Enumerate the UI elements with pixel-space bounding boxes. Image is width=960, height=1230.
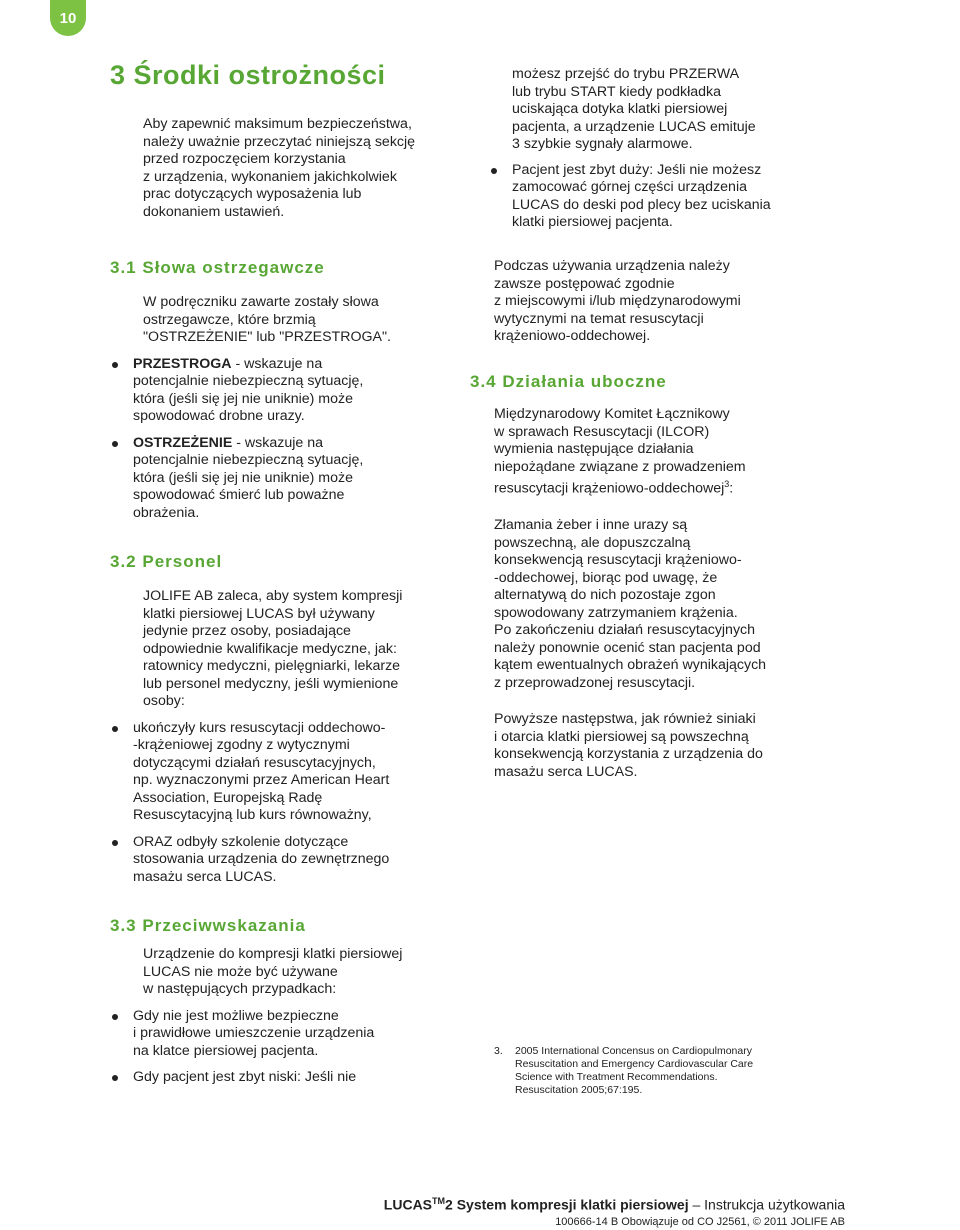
page-number-badge xyxy=(50,0,86,36)
section-3-2-heading: 3.2 Personel xyxy=(110,552,223,571)
list-item: Gdy nie jest możliwe bezpieczne i prawidłowe umieszczenie urządzenia na klatce piersiowej pacjenta. xyxy=(110,1008,460,1061)
list-item: OSTRZEŻENIE - wskazuje na potencjalnie niebezpieczną sytuację, która (jeśli się jej nie uniknie) może spowodować śmierć lub poważne obrażenia. xyxy=(110,435,460,523)
section-title: 3 Środki ostrożności xyxy=(110,60,386,90)
section-3-4-p1: Międzynarodowy Komitet Łącznikowy w sprawach Resuscytacji (ILCOR) wymienia następujące działania niepożądane związane z prowadzeniem resuscytacji krążeniowo-oddechowej$^3$: xyxy=(494,406,746,497)
footnote-number: 3. xyxy=(494,1045,503,1057)
personnel-list xyxy=(110,720,460,887)
list-item: PRZESTROGA - wskazuje na potencjalnie niebezpieczną sytuację, która (jeśli się jej nie uniknie) może spowodować drobne urazy. xyxy=(110,356,460,426)
section-3-4 xyxy=(470,372,810,781)
section-3-1-heading: 3.1 Słowa ostrzegawcze xyxy=(110,258,325,277)
contraindications-list xyxy=(110,1008,460,1087)
list-item: Pacjent jest zbyt duży: Jeśli nie możesz zamocować górnej części urządzenia LUCAS do deski pod plecy bez uciskania klatki piersiowej pacjenta. xyxy=(489,162,810,232)
section-3-3-intro: Urządzenie do kompresji klatki piersiowej LUCAS nie może być używane w następujących przypadkach: xyxy=(143,946,403,997)
guidelines-paragraph: Podczas używania urządzenia należy zawsze postępować zgodnie z miejscowymi i/lub międzynarodowymi wytycznymi na temat resuscytacji krążeniowo-oddechowej. xyxy=(494,258,741,344)
bullet-icon xyxy=(491,168,497,174)
bullet-icon xyxy=(112,840,118,846)
page-number: 10 xyxy=(59,9,77,27)
bullet-icon xyxy=(112,1014,118,1020)
right-column-top xyxy=(470,66,810,232)
section-3-2-intro: JOLIFE AB zaleca, aby system kompresji klatki piersiowej LUCAS był używany jedynie przez osoby, posiadające odpowiednie kwalifikacje medyczne, jak: ratownicy medyczni, pielęgniarki, lekarze lub personel medyczny, jeśli wymienione osoby: xyxy=(143,588,403,709)
list-item: ORAZ odbyły szkolenie dotyczące stosowania urządzenia do zewnętrznego masażu serca LUCAS. xyxy=(110,834,460,887)
footer-title: LUCAS™2 System kompresji klatki piersiowej – Instrukcja użytkowania xyxy=(383,1196,845,1213)
section-3-2 xyxy=(110,552,460,886)
section-3-4-p2: Złamania żeber i inne urazy są powszechną, ale dopuszczalną konsekwencją resuscytacji krążeniowo- -oddechowej, biorąc pod uwagę, że alternatywą do nich pozostaje zgon spowodowany zatrzymaniem krążenia. Po zakończeniu działań resuscytacyjnych należy ponownie ocenić stan pacjenta pod kątem ewentualnych obrażeń wynikających z przeprowadzonej resuscytacji. xyxy=(494,517,767,691)
bullet-icon xyxy=(112,441,118,447)
section-3-4-p3: Powyższe następstwa, jak również siniaki i otarcia klatki piersiowej są powszechną konsekwencją korzystania z urządzenia do masażu serca LUCAS. xyxy=(494,711,763,780)
continued-text: możesz przejść do trybu PRZERWA lub trybu START kiedy podkładka uciskająca dotyka klatki piersiowej pacjenta, a urządzenie LUCAS emituje 3 szybkie sygnały alarmowe. xyxy=(512,66,756,152)
bullet-icon xyxy=(112,1075,118,1081)
warning-list xyxy=(110,356,460,523)
section-3-3 xyxy=(110,916,460,1087)
bullet-icon xyxy=(112,726,118,732)
section-3-1-intro: W podręczniku zawarte zostały słowa ostrzegawcze, które brzmią "OSTRZEŻENIE" lub "PRZESTROGA". xyxy=(143,294,391,345)
left-column xyxy=(110,60,460,221)
section-3-1 xyxy=(110,258,460,522)
footer-doc-info: 100666-14 B Obowiązuje od CO J2561, © 2011 JOLIFE AB xyxy=(555,1216,845,1228)
section-intro: Aby zapewnić maksimum bezpieczeństwa, należy uważnie przeczytać niniejszą sekcję przed rozpoczęciem korzystania z urządzenia, wykonaniem jakichkolwiek prac dotyczących wyposażenia lub dokonaniem ustawień. xyxy=(143,116,416,220)
section-3-4-heading: 3.4 Działania uboczne xyxy=(470,372,667,391)
list-item: Gdy pacjent jest zbyt niski: Jeśli nie xyxy=(110,1069,460,1087)
footnote: 2005 International Concensus on Cardiopulmonary Resuscitation and Emergency Cardiovascular Care Science with Treatment Recommendations. Resuscitation 2005;67:195. xyxy=(515,1045,754,1096)
bullet-icon xyxy=(112,362,118,368)
section-3-3-heading: 3.3 Przeciwwskazania xyxy=(110,916,306,935)
list-item: ukończyły kurs resuscytacji oddechowo- -krążeniowej zgodny z wytycznymi dotyczącymi działań resuscytacyjnych, np. wyznaczonymi przez American Heart Association, Europejską Radę Resuscytacyjną lub kurs równoważny, xyxy=(110,720,460,825)
size-list xyxy=(489,162,810,232)
